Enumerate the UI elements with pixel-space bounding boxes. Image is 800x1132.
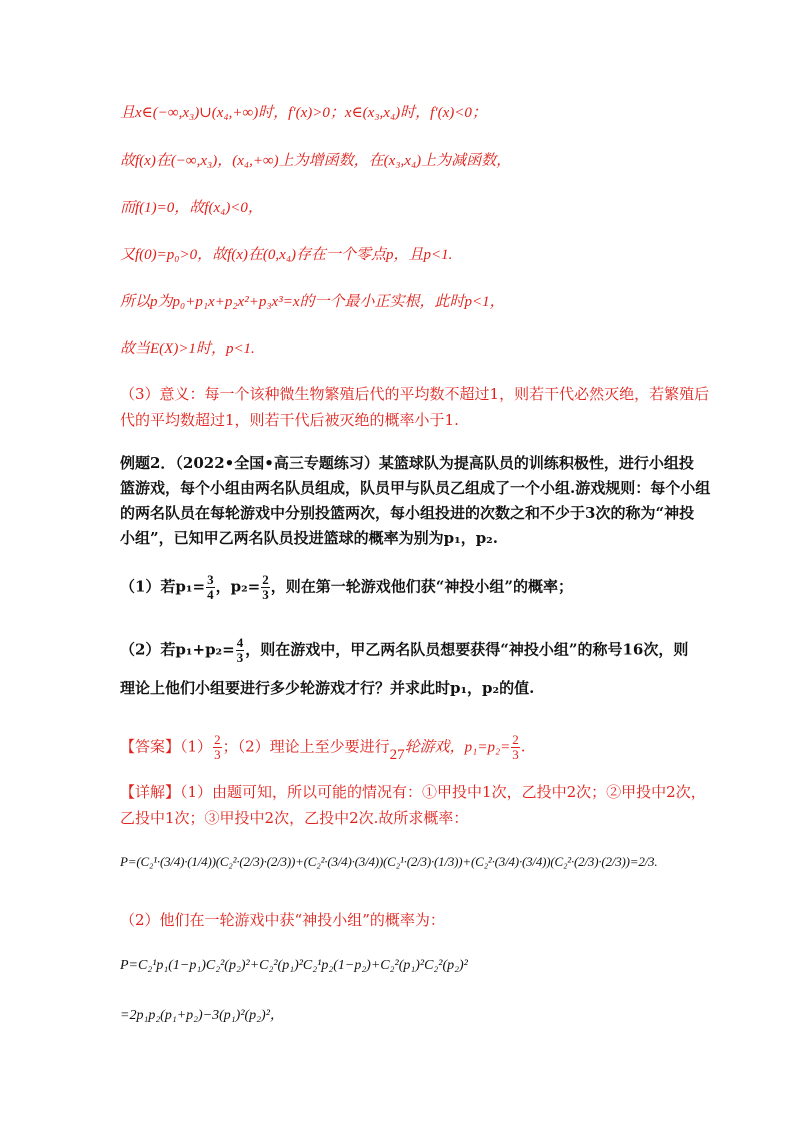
answer-tag: 【答案】 bbox=[120, 737, 181, 756]
question-2-line-2: 理论上他们小组要进行多少轮游戏才行？并求此时p₁，p₂的值. bbox=[120, 679, 535, 697]
detail-line-1 bbox=[120, 782, 706, 802]
solution-line-3: 而f(1)=0，故f(x₄)<0， bbox=[120, 200, 263, 216]
fraction-4-3: $\frac{4}{3}$ bbox=[236, 635, 244, 665]
solution-line-5: 所以p为p₀+p₁x+p₂x²+p₃x³=x的一个最小正实根，此时p<1， bbox=[120, 294, 505, 310]
answer-fraction-2-3: $\frac{2}{3}$ bbox=[214, 732, 221, 762]
fraction-3-4: $\frac{3}{4}$ bbox=[207, 572, 214, 602]
detail-line-2: 乙投中1次；③甲投中2次，乙投中2次.故所求概率： bbox=[120, 809, 469, 827]
example-line-3: 的两名队员在每轮游戏中分别投篮两次，每小组投进的次数之和不少于3次的称为“神投 bbox=[120, 504, 695, 522]
significance-line-2: 代的平均数超过1，则若干代后被灭绝的概率小于1. bbox=[120, 411, 459, 429]
significance-line-1: （3）意义：每一个该种微生物繁殖后代的平均数不超过1，则若干代必然灭绝，若繁殖后 bbox=[120, 385, 710, 403]
answer-line bbox=[120, 733, 526, 762]
example-line-2: 篮游戏，每个小组由两名队员组成，队员甲与队员乙组成了一个小组.游戏规则：每个小组 bbox=[120, 479, 711, 497]
answer-part-3: 轮游戏，p₁=p₂= bbox=[404, 739, 511, 756]
answer-part-1-label: （1） bbox=[180, 737, 213, 756]
answer-end: . bbox=[520, 737, 526, 756]
probability-formula-1: P=(C₂¹·(3/4)·(1/4))(C₂²·(2/3)·(2/3))+(C₂²·(3/4)·(3/4))(C₂¹·(2/3)·(1/3))+(C₂²·(3/4)·(3/4))(C₂²·(2/3)·(2/3))=2/3. bbox=[120, 854, 658, 869]
q1-mid: ，p₂= bbox=[215, 577, 261, 596]
answer-fraction-p: $\frac{2}{3}$ bbox=[512, 732, 519, 762]
detail-tag: 【详解】 bbox=[120, 783, 181, 801]
probability-formula-2: P=C₂¹p₁(1−p₁)C₂²(p₂)²+C₂²(p₁)²C₂¹p₂(1−p₂)+C₂²(p₁)²C₂²(p₂)² bbox=[120, 958, 468, 973]
probability-formula-3: =2p₁p₂(p₁+p₂)−3(p₁)²(p₂)²， bbox=[120, 1008, 284, 1023]
answer-part-2: ；（2）理论上至少要进行 bbox=[222, 737, 390, 756]
solution-line-4: 又f(0)=p₀>0，故f(x)在(0,x₄)存在一个零点p，且p<1. bbox=[120, 247, 453, 263]
example-line-4: 小组”，已知甲乙两名队员投进篮球的概率为别为p₁，p₂. bbox=[120, 529, 498, 547]
detail-line-3: （2）他们在一轮游戏中获“神投小组”的概率为： bbox=[120, 911, 445, 929]
solution-line-1: 且x∈(−∞,x₃)∪(x₄,+∞)时，f′(x)>0；x∈(x₃,x₄)时，f′(x)<0； bbox=[120, 105, 487, 121]
q2-suffix: ，则在游戏中，甲乙两名队员想要获得“神投小组”的称号16次，则 bbox=[245, 640, 689, 659]
detail-text: （1）由题可知，所以可能的情况有：①甲投中1次，乙投中2次；②甲投中2次， bbox=[180, 783, 706, 801]
q1-prefix: （1）若p₁= bbox=[120, 577, 206, 596]
q2-prefix: （2）若p₁+p₂= bbox=[120, 640, 235, 659]
example-line-1: 例题2．（2022•全国•高三专题练习）某篮球队为提高队员的训练积极性，进行小组投 bbox=[120, 454, 694, 472]
solution-line-6: 故当E(X)>1时，p<1. bbox=[120, 341, 255, 357]
q1-suffix: ，则在第一轮游戏他们获“神投小组”的概率； bbox=[270, 577, 573, 596]
fraction-2-3: $\frac{2}{3}$ bbox=[262, 572, 269, 602]
question-1 bbox=[120, 573, 573, 602]
question-2 bbox=[120, 636, 688, 665]
solution-line-2: 故f(x)在(−∞,x₃)，(x₄,+∞)上为增函数，在(x₃,x₄)上为减函数， bbox=[120, 153, 512, 169]
answer-rounds: 27 bbox=[389, 746, 405, 763]
